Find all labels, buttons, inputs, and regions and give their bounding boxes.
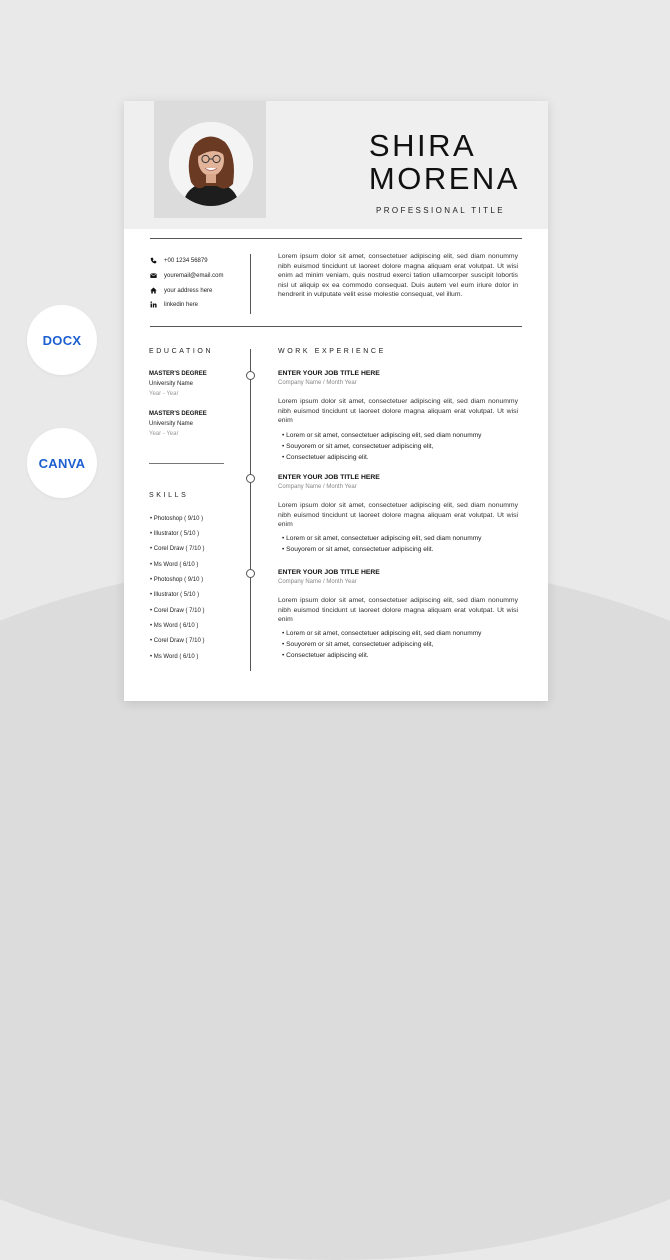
education-heading: EDUCATION (149, 348, 214, 355)
skill-item: • Photoshop ( 9/10 ) (150, 516, 204, 522)
canva-badge[interactable] (27, 428, 97, 498)
profile-summary: Lorem ipsum dolor sit amet, consectetuer adipiscing elit, sed diam nonummy nibh euismod tincidunt ut laoreet dolore magna aliquam erat volutpat. Ut wisi enim ad minim veniam, quis nostrud exerci tation ullamcorper suscipit lobortis nisl ut aliquip ex ea commodo consequat. Duis autem vel eum iriure dolor in hendrerit in vulputate velit esse molestie consequat, vel illum. (278, 253, 518, 299)
education-degree: MASTER'S DEGREE (149, 371, 207, 377)
canva-label: CANVA (38, 455, 86, 471)
job-title: ENTER YOUR JOB TITLE HERE (278, 370, 380, 377)
job-bullets (282, 533, 481, 555)
docx-badge[interactable] (27, 305, 97, 375)
job-bullet: • Consectetuer adipiscing elit. (282, 650, 481, 661)
timeline-dot (246, 569, 255, 578)
candidate-name (369, 129, 520, 195)
skill-item: • Ms Word ( 6/10 ) (150, 654, 199, 660)
contact-linkedin (150, 301, 198, 308)
home-icon (150, 287, 157, 294)
address-text: your address here (164, 287, 213, 294)
job-bullets (282, 430, 481, 463)
docx-label: DOCX (42, 332, 82, 348)
profile-photo (169, 122, 253, 206)
skill-item: • Photoshop ( 9/10 ) (150, 577, 204, 583)
skill-item: • Ms Word ( 6/10 ) (150, 623, 199, 629)
education-university: University Name (149, 421, 194, 427)
phone-icon (150, 257, 157, 264)
skills-heading: SKILLS (149, 492, 189, 499)
job-title: ENTER YOUR JOB TITLE HERE (278, 474, 380, 481)
resume-page (124, 101, 548, 701)
job-bullet: • Souyorem or sit amet, consectetuer adipiscing elit, (282, 639, 481, 650)
person-portrait-icon (169, 122, 253, 206)
photo-frame (154, 101, 266, 218)
name-first: SHIRA (368, 128, 477, 163)
email-text: youremail@email.com (164, 272, 224, 279)
education-degree: MASTER'S DEGREE (149, 411, 207, 417)
timeline-line (250, 349, 251, 671)
education-university: University Name (149, 381, 194, 387)
education-years: Year - Year (149, 391, 179, 397)
divider-middle (150, 326, 522, 327)
skill-item: • Corel Draw ( 7/10 ) (150, 638, 205, 644)
education-years: Year - Year (149, 431, 179, 437)
contact-email (150, 272, 223, 279)
job-description: Lorem ipsum dolor sit amet, consectetuer adipiscing elit, sed diam nonummy nibh euismod tincidunt ut laoreet dolore magna aliquam erat volutpat. Ut wisi enim (278, 597, 518, 624)
skill-item: • Ms Word ( 6/10 ) (150, 562, 199, 568)
job-description: Lorem ipsum dolor sit amet, consectetuer adipiscing elit, sed diam nonummy nibh euismod tincidunt ut laoreet dolore magna aliquam erat volutpat. Ut wisi enim (278, 502, 518, 529)
job-bullet: • Consectetuer adipiscing elit. (282, 452, 481, 463)
job-title: ENTER YOUR JOB TITLE HERE (278, 569, 380, 576)
job-bullet: • Souyorem or sit amet, consectetuer adipiscing elit, (282, 441, 481, 452)
skill-item: • Corel Draw ( 7/10 ) (150, 608, 205, 614)
job-bullets (282, 628, 481, 661)
name-last: MORENA (368, 161, 520, 196)
job-company: Company Name / Month Year (278, 380, 357, 386)
skill-item: • Corel Draw ( 7/10 ) (150, 546, 205, 552)
job-bullet: • Lorem or sit amet, consectetuer adipiscing elit, sed diam nonummy (282, 533, 481, 544)
job-company: Company Name / Month Year (278, 579, 357, 585)
email-icon (150, 272, 157, 279)
job-company: Company Name / Month Year (278, 484, 357, 490)
timeline-dot (246, 474, 255, 483)
skill-item: • Illustrator ( 5/10 ) (150, 592, 200, 598)
professional-title: PROFESSIONAL TITLE (376, 206, 506, 215)
divider-contact (250, 254, 251, 314)
job-bullet: • Lorem or sit amet, consectetuer adipiscing elit, sed diam nonummy (282, 430, 481, 441)
experience-heading: WORK EXPERIENCE (278, 348, 386, 355)
phone-text: +00 1234 56879 (164, 257, 208, 264)
timeline-dot (246, 371, 255, 380)
contact-phone (150, 257, 208, 264)
divider-top (150, 238, 522, 239)
contact-address (150, 287, 212, 294)
job-bullet: • Lorem or sit amet, consectetuer adipiscing elit, sed diam nonummy (282, 628, 481, 639)
linkedin-icon (150, 301, 157, 308)
linkedin-text: linkedin here (164, 301, 199, 308)
job-description: Lorem ipsum dolor sit amet, consectetuer adipiscing elit, sed diam nonummy nibh euismod tincidunt ut laoreet dolore magna aliquam erat volutpat. Ut wisi enim (278, 398, 518, 425)
job-bullet: • Souyorem or sit amet, consectetuer adipiscing elit. (282, 544, 481, 555)
skill-item: • Illustrator ( 5/10 ) (150, 531, 200, 537)
divider-education (149, 463, 224, 464)
